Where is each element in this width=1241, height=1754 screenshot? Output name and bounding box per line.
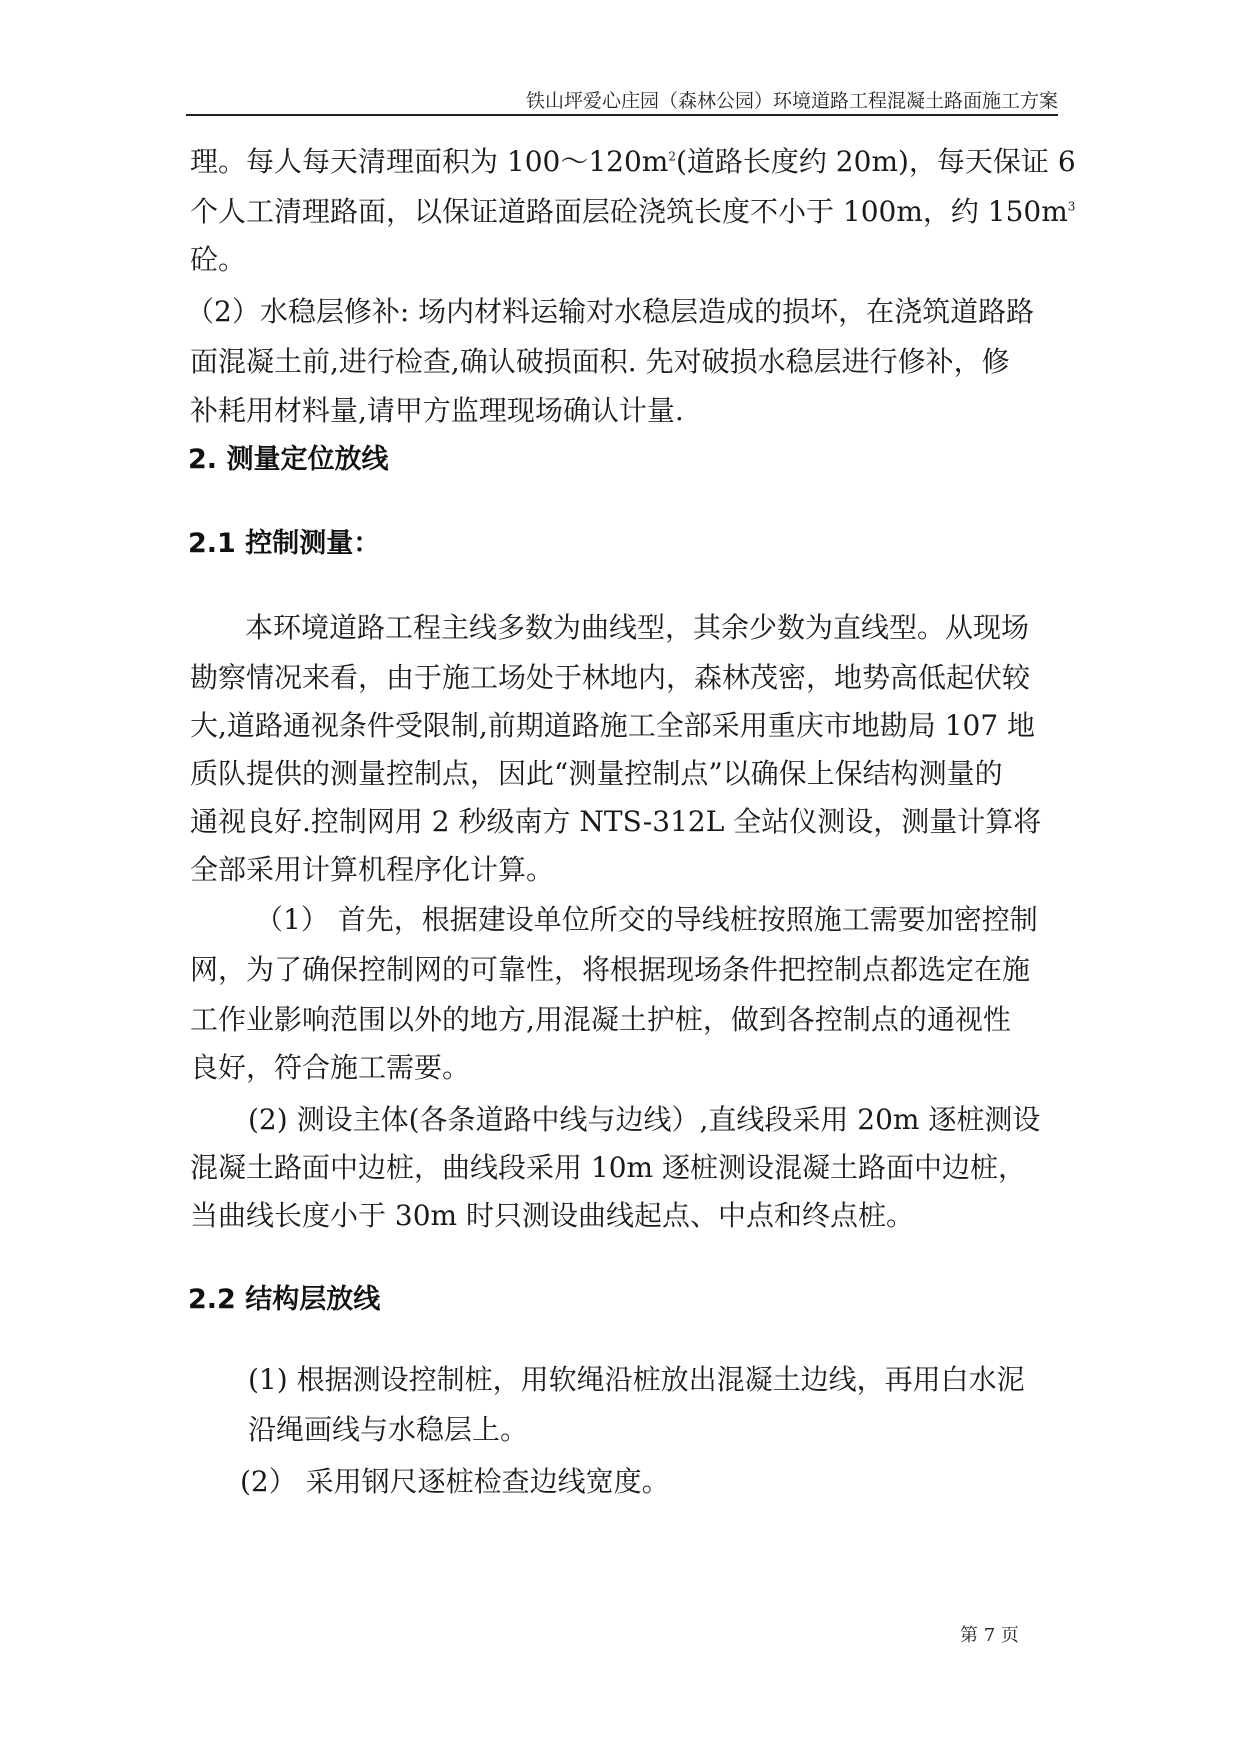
cubic-meter-superscript: 3 — [1067, 199, 1076, 214]
section-2-1-p2-line-2: 网，为了确保控制网的可靠性，将根据现场条件把控制点都选定在施 — [190, 953, 1031, 986]
section-2-1-p2-line-4: 良好，符合施工需要。 — [190, 1051, 471, 1084]
section-2-1-heading: 2.1 控制测量： — [188, 528, 381, 559]
section-2-2-p1-line-2: 沿绳画线与水稳层上。 — [248, 1413, 529, 1446]
document-title: 铁山坪爱心庄园（森林公园）环境道路工程混凝土路面施工方案 — [525, 90, 1058, 112]
intro-line-2 — [190, 192, 1075, 232]
section-2-heading: 2. 测量定位放线 — [188, 444, 389, 475]
section-2-1-p3-line-3: 当曲线长度小于 30m 时只测设曲线起点、中点和终点桩。 — [190, 1199, 914, 1232]
section-2-2-heading: 2.2 结构层放线 — [188, 1284, 381, 1315]
section-2-1-p1-line-3: 大,道路通视条件受限制,前期道路施工全部采用重庆市地勘局 107 地 — [190, 709, 1036, 742]
section-2-1-p2-line-3: 工作业影响范围以外的地方,用混凝土护桩，做到各控制点的通视性 — [190, 1003, 1011, 1036]
page-number: 第 7 页 — [960, 1625, 1019, 1646]
repair-line-3: 补耗用材料量,请甲方监理现场确认计量. — [190, 394, 684, 427]
section-2-1-p1-line-6: 全部采用计算机程序化计算。 — [190, 853, 555, 886]
section-2-1-p1-line-1: 本环境道路工程主线多数为曲线型，其余少数为直线型。从现场 — [245, 611, 1030, 644]
section-2-1-p2-line-1: （1） 首先，根据建设单位所交的导线桩按照施工需要加密控制 — [255, 903, 1038, 936]
repair-line-1: （2）水稳层修补: 场内材料运输对水稳层造成的损坏，在浇筑道路路 — [186, 295, 1035, 328]
section-2-1-p3-line-1: (2) 测设主体(各条道路中线与边线）,直线段采用 20m 逐桩测设 — [248, 1103, 1041, 1136]
intro-line-1-part1: 理。每人每天清理面积为 100～120m — [190, 145, 669, 178]
page-header — [186, 82, 1058, 116]
section-2-2-p1-line-1: (1) 根据测设控制桩，用软绳沿桩放出混凝土边线，再用白水泥 — [248, 1363, 1025, 1396]
intro-line-1 — [190, 142, 1076, 182]
repair-line-2: 面混凝土前,进行检查,确认破损面积. 先对破损水稳层进行修补，修 — [190, 345, 1010, 378]
square-meter-superscript: 2 — [668, 149, 676, 164]
section-2-2-p2: (2） 采用钢尺逐桩检查边线宽度。 — [240, 1465, 670, 1498]
section-2-1-p1-line-2: 勘察情况来看，由于施工场处于林地内，森林茂密，地势高低起伏较 — [190, 661, 1031, 694]
section-2-1-p3-line-2: 混凝土路面中边桩，曲线段采用 10m 逐桩测设混凝土路面中边桩， — [190, 1151, 1026, 1184]
section-2-1-p1-line-4: 质队提供的测量控制点，因此“测量控制点”以确保上保结构测量的 — [190, 757, 1003, 790]
intro-line-1-part2: (道路长度约 20m)，每天保证 6 — [675, 145, 1076, 178]
section-2-1-p1-line-5: 通视良好.控制网用 2 秒级南方 NTS-312L 全站仪测设，测量计算将 — [190, 805, 1042, 838]
intro-line-3: 砼。 — [190, 243, 247, 276]
intro-line-2-part1: 个人工清理路面，以保证道路面层砼浇筑长度不小于 100m，约 150m — [190, 195, 1068, 228]
